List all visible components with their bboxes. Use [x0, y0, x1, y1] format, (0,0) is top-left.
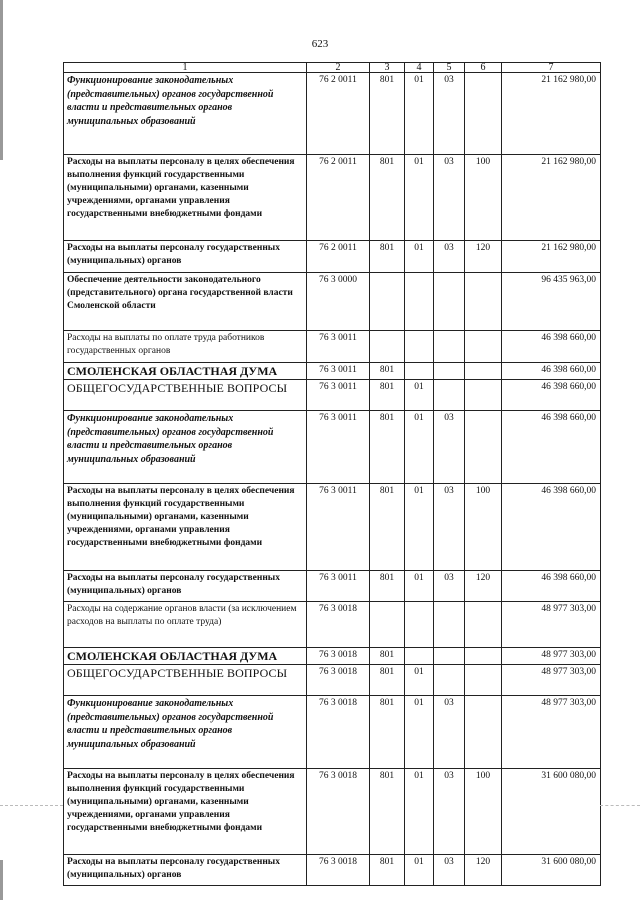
row-expense-type-cell — [465, 665, 502, 696]
row-dept-cell: 801 — [370, 241, 405, 273]
row-expense-type-cell — [465, 73, 502, 155]
row-expense-type-cell: 120 — [465, 571, 502, 602]
row-expense-type-cell: 120 — [465, 241, 502, 273]
row-amount-cell: 46 398 660,00 — [502, 331, 601, 363]
row-amount-cell: 31 600 080,00 — [502, 769, 601, 855]
row-amount-cell: 46 398 660,00 — [502, 380, 601, 411]
row-dept-cell: 801 — [370, 73, 405, 155]
row-expense-type-cell — [465, 602, 502, 648]
row-amount-cell: 48 977 303,00 — [502, 648, 601, 665]
row-expense-type-cell — [465, 380, 502, 411]
table-row — [64, 648, 601, 665]
row-code-cell: 76 2 0011 — [307, 73, 370, 155]
row-section-cell: 01 — [405, 73, 434, 155]
row-subsection-cell — [434, 648, 465, 665]
row-amount-cell: 21 162 980,00 — [502, 73, 601, 155]
row-name-cell: Функционирование законодательных (представительных) органов государственной власти и представительных органов муниципальных образований — [64, 411, 307, 484]
row-section-cell: 01 — [405, 665, 434, 696]
table-row — [64, 273, 601, 331]
row-code-cell: 76 3 0018 — [307, 855, 370, 886]
row-section-cell: 01 — [405, 571, 434, 602]
row-dept-cell: 801 — [370, 411, 405, 484]
row-dept-cell: 801 — [370, 363, 405, 380]
row-expense-type-cell — [465, 648, 502, 665]
row-dept-cell: 801 — [370, 855, 405, 886]
row-dept-cell: 801 — [370, 648, 405, 665]
row-subsection-cell: 03 — [434, 571, 465, 602]
row-amount-cell: 46 398 660,00 — [502, 484, 601, 571]
row-name-cell: Расходы на выплаты по оплате труда работников государственных органов — [64, 331, 307, 363]
row-subsection-cell: 03 — [434, 241, 465, 273]
row-code-cell: 76 3 0000 — [307, 273, 370, 331]
row-dept-cell: 801 — [370, 696, 405, 769]
row-amount-cell: 96 435 963,00 — [502, 273, 601, 331]
row-amount-cell: 48 977 303,00 — [502, 602, 601, 648]
table-row — [64, 696, 601, 769]
row-amount-cell: 21 162 980,00 — [502, 155, 601, 241]
row-name-cell: Обеспечение деятельности законодательного (представительного) органа государственной власти Смоленской области — [64, 273, 307, 331]
table-row — [64, 665, 601, 696]
row-dept-cell: 801 — [370, 571, 405, 602]
row-name-cell: Расходы на выплаты персоналу государственных (муниципальных) органов — [64, 855, 307, 886]
row-dept-cell: 801 — [370, 155, 405, 241]
column-header: 1 — [64, 63, 307, 73]
row-subsection-cell: 03 — [434, 484, 465, 571]
row-code-cell: 76 2 0011 — [307, 241, 370, 273]
column-header: 6 — [465, 63, 502, 73]
row-subsection-cell — [434, 665, 465, 696]
row-section-cell — [405, 363, 434, 380]
row-dept-cell: 801 — [370, 665, 405, 696]
table-row — [64, 363, 601, 380]
row-code-cell: 76 3 0018 — [307, 665, 370, 696]
row-dept-cell: 801 — [370, 484, 405, 571]
row-expense-type-cell: 100 — [465, 484, 502, 571]
row-subsection-cell — [434, 331, 465, 363]
row-section-cell — [405, 331, 434, 363]
row-expense-type-cell — [465, 273, 502, 331]
row-amount-cell: 46 398 660,00 — [502, 363, 601, 380]
row-dept-cell: 801 — [370, 769, 405, 855]
row-expense-type-cell: 100 — [465, 769, 502, 855]
table-row — [64, 380, 601, 411]
row-subsection-cell — [434, 363, 465, 380]
row-code-cell: 76 3 0011 — [307, 571, 370, 602]
row-subsection-cell: 03 — [434, 155, 465, 241]
row-expense-type-cell — [465, 696, 502, 769]
row-subsection-cell — [434, 273, 465, 331]
table-row — [64, 855, 601, 886]
row-subsection-cell — [434, 602, 465, 648]
row-dept-cell — [370, 273, 405, 331]
row-section-cell: 01 — [405, 855, 434, 886]
row-name-cell: Расходы на содержание органов власти (за исключением расходов на выплаты по оплате труда) — [64, 602, 307, 648]
row-name-cell: ОБЩЕГОСУДАРСТВЕННЫЕ ВОПРОСЫ — [64, 380, 307, 411]
row-name-cell: Расходы на выплаты персоналу в целях обеспечения выполнения функций государственными (муниципальными) органами, казенными учреждениями, органами управления государственными внебюджетными фондами — [64, 769, 307, 855]
row-code-cell: 76 3 0018 — [307, 696, 370, 769]
row-amount-cell: 21 162 980,00 — [502, 241, 601, 273]
table-row — [64, 484, 601, 571]
table-row — [64, 241, 601, 273]
row-name-cell: СМОЛЕНСКАЯ ОБЛАСТНАЯ ДУМА — [64, 648, 307, 665]
row-name-cell: Расходы на выплаты персоналу в целях обеспечения выполнения функций государственными (муниципальными) органами, казенными учреждениями, органами управления государственными внебюджетными фондами — [64, 484, 307, 571]
row-expense-type-cell — [465, 363, 502, 380]
row-name-cell: Расходы на выплаты персоналу государственных (муниципальных) органов — [64, 571, 307, 602]
table-row — [64, 571, 601, 602]
row-code-cell: 76 3 0018 — [307, 602, 370, 648]
row-dept-cell — [370, 602, 405, 648]
table-row — [64, 411, 601, 484]
row-dept-cell — [370, 331, 405, 363]
row-expense-type-cell: 120 — [465, 855, 502, 886]
row-section-cell — [405, 648, 434, 665]
row-code-cell: 76 2 0011 — [307, 155, 370, 241]
column-header: 4 — [405, 63, 434, 73]
row-code-cell: 76 3 0018 — [307, 648, 370, 665]
row-amount-cell: 31 600 080,00 — [502, 855, 601, 886]
row-subsection-cell: 03 — [434, 855, 465, 886]
scan-edge-mark — [0, 0, 3, 160]
column-number-row — [64, 63, 601, 73]
scan-artifact-line — [600, 805, 640, 806]
page-number: 623 — [311, 38, 329, 50]
row-name-cell: Расходы на выплаты персоналу в целях обеспечения выполнения функций государственными (муниципальными) органами, казенными учреждениями, органами управления государственными внебюджетными фондами — [64, 155, 307, 241]
row-section-cell: 01 — [405, 241, 434, 273]
row-name-cell: ОБЩЕГОСУДАРСТВЕННЫЕ ВОПРОСЫ — [64, 665, 307, 696]
row-section-cell: 01 — [405, 769, 434, 855]
row-section-cell — [405, 602, 434, 648]
row-amount-cell: 48 977 303,00 — [502, 665, 601, 696]
row-subsection-cell: 03 — [434, 73, 465, 155]
column-header: 7 — [502, 63, 601, 73]
table-row — [64, 769, 601, 855]
table-row — [64, 602, 601, 648]
row-code-cell: 76 3 0011 — [307, 411, 370, 484]
row-subsection-cell: 03 — [434, 696, 465, 769]
row-code-cell: 76 3 0011 — [307, 484, 370, 571]
table-row — [64, 331, 601, 363]
table-row — [64, 73, 601, 155]
row-subsection-cell: 03 — [434, 769, 465, 855]
row-code-cell: 76 3 0011 — [307, 380, 370, 411]
row-dept-cell: 801 — [370, 380, 405, 411]
row-amount-cell: 46 398 660,00 — [502, 411, 601, 484]
row-section-cell: 01 — [405, 380, 434, 411]
row-code-cell: 76 3 0011 — [307, 331, 370, 363]
row-section-cell: 01 — [405, 484, 434, 571]
row-name-cell: Функционирование законодательных (представительных) органов государственной власти и представительных органов муниципальных образований — [64, 696, 307, 769]
column-header: 3 — [370, 63, 405, 73]
table-body — [64, 73, 601, 886]
budget-table — [63, 62, 601, 886]
row-amount-cell: 46 398 660,00 — [502, 571, 601, 602]
scan-edge-mark — [0, 860, 3, 900]
row-section-cell: 01 — [405, 411, 434, 484]
row-expense-type-cell — [465, 411, 502, 484]
row-subsection-cell — [434, 380, 465, 411]
row-code-cell: 76 3 0018 — [307, 769, 370, 855]
row-section-cell: 01 — [405, 155, 434, 241]
column-header: 2 — [307, 63, 370, 73]
row-section-cell — [405, 273, 434, 331]
row-section-cell: 01 — [405, 696, 434, 769]
table-row — [64, 155, 601, 241]
scan-artifact-line — [0, 805, 63, 806]
row-amount-cell: 48 977 303,00 — [502, 696, 601, 769]
row-expense-type-cell — [465, 331, 502, 363]
column-header: 5 — [434, 63, 465, 73]
row-name-cell: Расходы на выплаты персоналу государственных (муниципальных) органов — [64, 241, 307, 273]
row-expense-type-cell: 100 — [465, 155, 502, 241]
row-name-cell: СМОЛЕНСКАЯ ОБЛАСТНАЯ ДУМА — [64, 363, 307, 380]
row-subsection-cell: 03 — [434, 411, 465, 484]
row-name-cell: Функционирование законодательных (представительных) органов государственной власти и представительных органов муниципальных образований — [64, 73, 307, 155]
row-code-cell: 76 3 0011 — [307, 363, 370, 380]
